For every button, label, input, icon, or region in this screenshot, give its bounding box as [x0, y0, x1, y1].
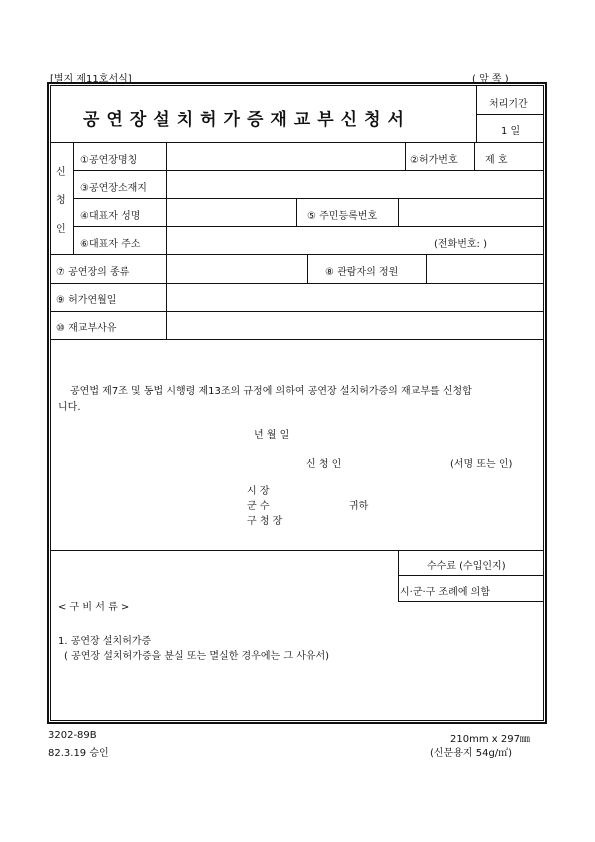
phone-number-label: (전화번호: ): [434, 239, 487, 250]
statement-line-1: 공연법 제7조 및 동법 시행령 제13조의 규정에 의하여 공연장 설치허가증의 재교부를 신청합: [70, 386, 472, 397]
form-number: [별지 제11호서식]: [50, 74, 132, 85]
permit-date-label: ⑨ 허가연월일: [56, 295, 117, 306]
applicant-signature-label: 신 청 인: [306, 459, 342, 470]
paper-spec: (신문용지 54g/㎡): [430, 748, 513, 759]
permit-number-value: 제 호: [485, 155, 508, 166]
approval-date: 82.3.19 승인: [48, 748, 109, 759]
documents-heading: < 구 비 서 류 >: [58, 602, 130, 613]
addressee-district: 구 청 장: [247, 516, 283, 527]
addressee-mayor: 시 장: [247, 486, 270, 497]
capacity-label: ⑧ 관람자의 정원: [325, 267, 399, 278]
applicant-label-2: 청: [56, 195, 66, 206]
date-line: 년 월 일: [254, 430, 290, 441]
form-code: 3202-89B: [48, 730, 97, 741]
permit-number-label: ②허가번호: [410, 155, 458, 166]
representative-name-label: ④대표자 성명: [80, 211, 141, 222]
page-side-label: ( 앞 쪽 ): [472, 74, 509, 85]
processing-period-value: 1 일: [501, 126, 521, 137]
document-item-1-note: ( 공연장 설치허가증을 분실 또는 멸실한 경우에는 그 사유서): [64, 651, 330, 662]
paper-size: 210mm x 297㎜: [450, 734, 530, 745]
reissue-reason-label: ⑩ 재교부사유: [56, 323, 117, 334]
signature-note: (서명 또는 인): [450, 459, 513, 470]
document-item-1: 1. 공연장 설치허가증: [58, 636, 152, 647]
resident-number-label: ⑤ 주민등록번호: [307, 211, 378, 222]
venue-address-label: ③공연장소재지: [80, 183, 147, 194]
addressee-to: 귀하: [349, 501, 369, 512]
venue-name-label: ①공연장명칭: [80, 155, 138, 166]
venue-type-label: ⑦ 공연장의 종류: [56, 267, 130, 278]
applicant-label-3: 인: [56, 224, 66, 235]
form-title: 공연장설치허가증재교부신청서: [83, 110, 411, 130]
statement-line-2: 니다.: [58, 402, 81, 413]
applicant-label-1: 신: [56, 167, 66, 178]
fee-value: 시·군·구 조례에 의함: [400, 587, 490, 598]
fee-label: 수수료 (수입인지): [427, 561, 506, 572]
addressee-county: 군 수: [247, 501, 270, 512]
processing-period-label: 처리기간: [489, 99, 528, 110]
representative-address-label: ⑥대표자 주소: [80, 239, 141, 250]
